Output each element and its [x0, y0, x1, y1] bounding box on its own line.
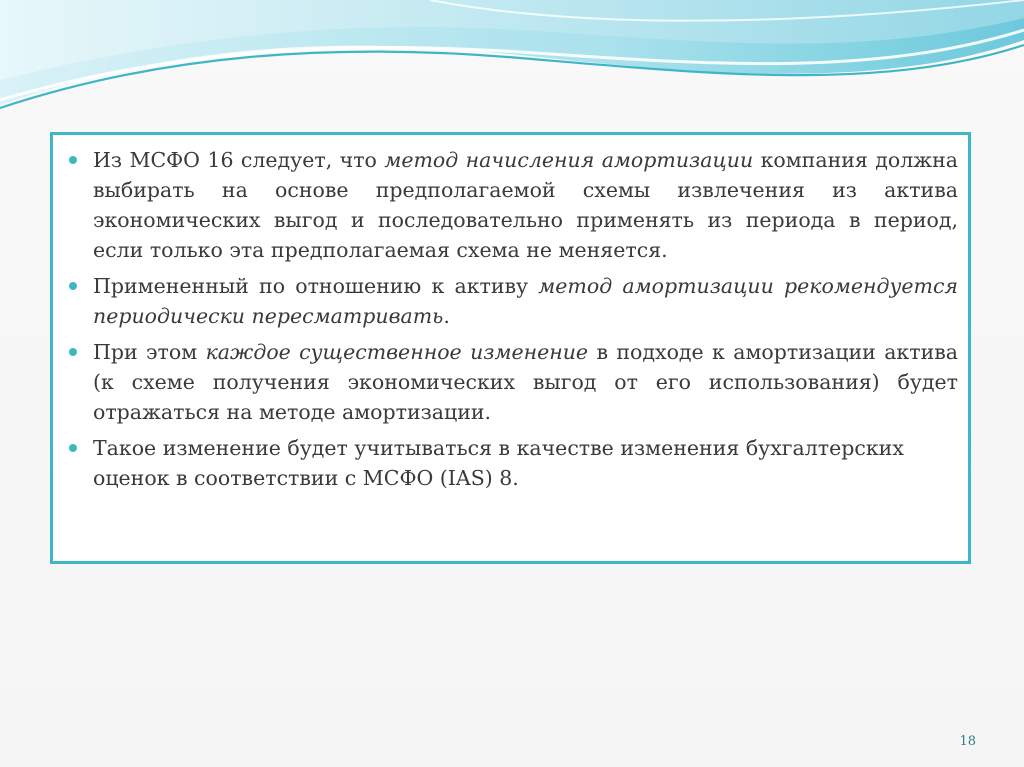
- bullet-dot-icon: [69, 282, 77, 290]
- page-number: 18: [959, 734, 976, 749]
- bullet-dot-icon: [69, 156, 77, 164]
- bullet-item: При этом каждое существенное изменение в подходе к амортизации актива (к схеме получения экономических выгод от его использования) будет отражаться на методе амортизации.: [67, 337, 958, 427]
- bullet-list: [67, 145, 958, 493]
- bullet-item: Примененный по отношению к активу метод амортизации рекомендуется периодически пересматривать.: [67, 271, 958, 331]
- bullet-dot-icon: [69, 348, 77, 356]
- bullet-item: Такое изменение будет учитываться в качестве изменения бухгалтерских оценок в соответствии с МСФО (IAS) 8.: [67, 433, 958, 493]
- content-box: [50, 132, 971, 564]
- bullet-item: Из МСФО 16 следует, что метод начисления амортизации компания должна выбирать на основе предполагаемой схемы извлечения из актива экономических выгод и последовательно применять из периода в период, если только эта предполагаемая схема не меняется.: [67, 145, 958, 265]
- header-wave-decoration: [0, 0, 1024, 130]
- bullet-dot-icon: [69, 444, 77, 452]
